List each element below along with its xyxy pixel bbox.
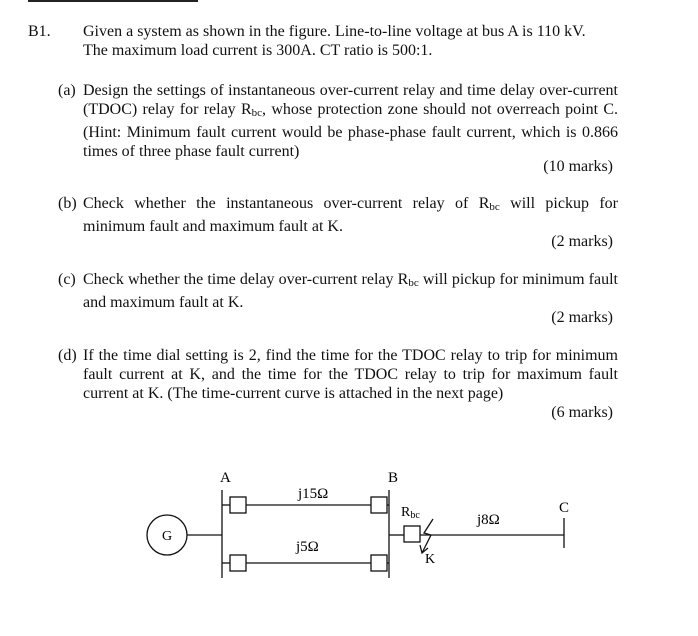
part-b-sub: bc xyxy=(489,201,500,213)
part-b-text-1: Check whether the instantaneous over-current relay of R xyxy=(83,195,490,212)
relay-subscript: bc xyxy=(410,510,420,521)
fault-label: K xyxy=(425,552,436,567)
bus-a-label: A xyxy=(220,470,231,486)
bus-b-label: B xyxy=(388,470,399,486)
part-a-label: (a) xyxy=(58,82,76,99)
breaker-b-upper xyxy=(371,497,387,513)
relay-label xyxy=(401,505,420,521)
intro-line-1: Given a system as shown in the figure. Line-to-line voltage at bus A is 110 kV. xyxy=(83,23,586,40)
relay-letter: R xyxy=(401,505,411,520)
line-bc-impedance: j8Ω xyxy=(477,512,500,528)
part-c-text-2: will pickup for minimum fault and maximum fault at K. xyxy=(83,271,618,311)
part-b-marks: (2 marks) xyxy=(551,233,613,250)
breaker-b-lower xyxy=(371,555,387,571)
part-c-marks: (2 marks) xyxy=(551,309,613,326)
part-d-text: If the time dial setting is 2, find the time for the TDOC relay to trip for minimum fault current at K, and the time for the TDOC relay to trip for maximum fault current at K. (The time-current curve is attached in the next page) xyxy=(83,347,618,402)
part-a-marks: (10 marks) xyxy=(543,158,613,175)
part-d-label: (d) xyxy=(58,347,77,364)
breaker-bc xyxy=(404,526,420,542)
part-a-text-1: Design the settings of instantaneous over-current relay and time delay over-current (TDOC) relay for relay R xyxy=(83,82,618,118)
part-b-text-2: will pickup for minimum fault and maximum fault at K. xyxy=(83,195,618,235)
part-d-marks: (6 marks) xyxy=(551,404,613,421)
breaker-a-upper xyxy=(230,497,246,513)
breaker-a-lower xyxy=(230,555,246,571)
part-c-label: (c) xyxy=(58,271,76,288)
upper-line-impedance: j15Ω xyxy=(298,486,329,502)
bus-c-label: C xyxy=(559,500,570,516)
intro-line-2: The maximum load current is 300A. CT ratio is 500:1. xyxy=(83,42,433,59)
part-a-text-2: , whose protection zone should not overreach point C. (Hint: Minimum fault current would be phase-phase fault current, which is 0.866 times of three phase fault current) xyxy=(83,101,618,160)
part-a-sub: bc xyxy=(251,107,263,119)
part-c-text-1: Check whether the time delay over-current relay R xyxy=(83,271,409,288)
part-b-label: (b) xyxy=(58,195,77,212)
generator-label: G xyxy=(162,529,173,544)
question-number: B1. xyxy=(28,23,51,40)
lower-line-impedance: j5Ω xyxy=(296,539,319,555)
part-c-sub: bc xyxy=(408,277,419,289)
